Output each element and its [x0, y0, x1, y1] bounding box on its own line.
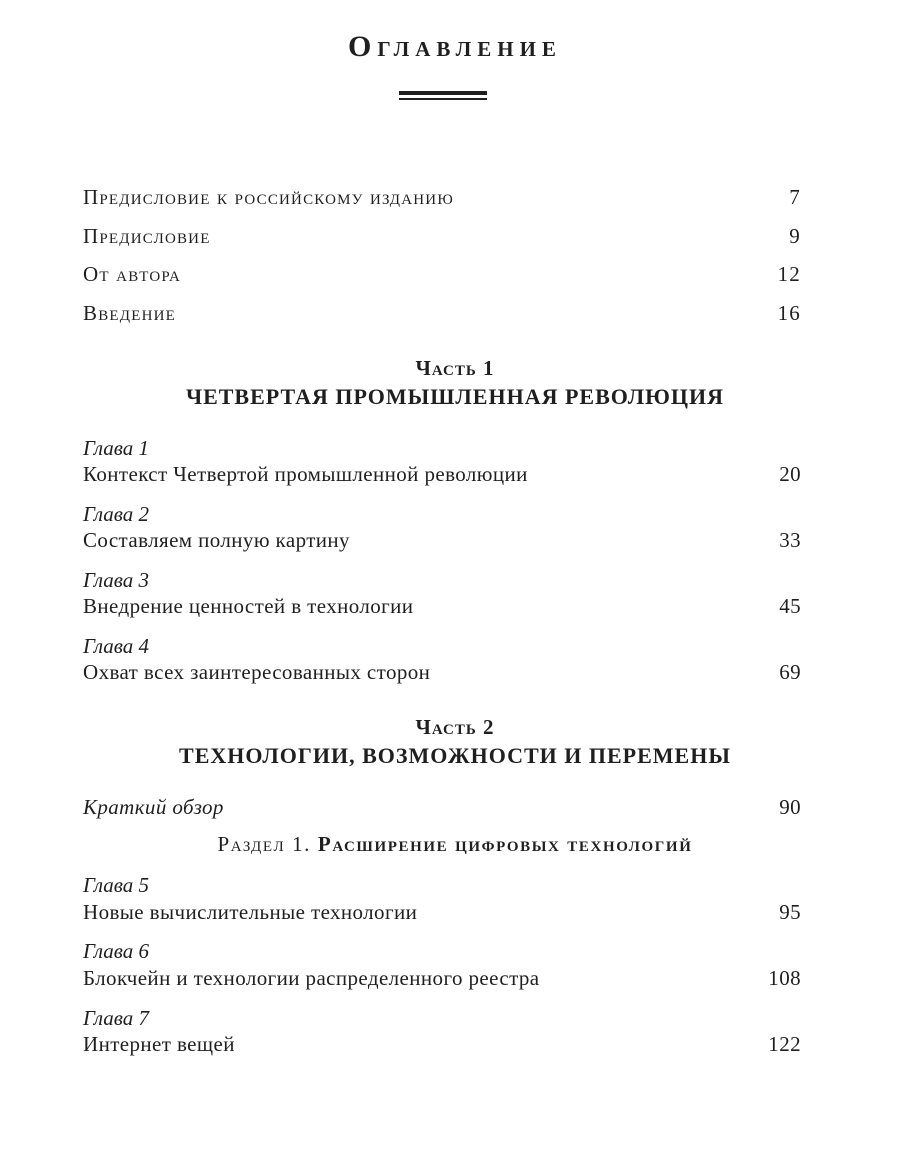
toc-entry-preface-russian[interactable] — [83, 183, 801, 211]
toc-entry-chapter-6[interactable] — [83, 964, 801, 992]
toc-entry-page: 122 — [768, 1032, 801, 1056]
section-title: Расширение цифровых технологий — [317, 832, 693, 856]
toc-entry-title: Контекст Четвертой промышленной революции — [83, 462, 528, 486]
part-2-title: ТЕХНОЛОГИИ, ВОЗМОЖНОСТИ И ПЕРЕМЕНЫ — [179, 743, 731, 768]
toc-entry-title: Охват всех заинтересованных сторон — [83, 660, 431, 684]
part-1-title: ЧЕТВЕРТАЯ ПРОМЫШЛЕННАЯ РЕВОЛЮЦИЯ — [185, 384, 725, 409]
toc-entry-introduction[interactable] — [83, 299, 801, 327]
toc-entry-chapter-5[interactable] — [83, 898, 801, 926]
toc-entry-title: От автора — [83, 262, 182, 286]
toc-entry-chapter-2[interactable] — [83, 526, 801, 554]
toc-entry-chapter-4[interactable] — [83, 658, 801, 686]
chapter-2-label: Глава 2 — [83, 502, 149, 526]
chapter-7-label: Глава 7 — [83, 1006, 149, 1030]
section-prefix: Раздел 1. — [217, 832, 312, 856]
toc-entry-title: Новые вычислительные технологии — [83, 900, 418, 924]
page-title: Оглавление — [348, 30, 562, 63]
chapter-4-label: Глава 4 — [83, 634, 149, 658]
toc-entry-from-author[interactable] — [83, 260, 801, 288]
toc-entry-title: Интернет вещей — [83, 1032, 235, 1056]
title-rule-thick — [399, 91, 487, 95]
toc-entry-title: Введение — [83, 301, 176, 325]
toc-entry-title: Предисловие к российскому изданию — [83, 185, 454, 209]
toc-entry-title: Краткий обзор — [83, 795, 224, 819]
toc-entry-page: 69 — [779, 660, 801, 684]
toc-entry-page: 7 — [789, 185, 801, 209]
toc-entry-chapter-7[interactable] — [83, 1030, 801, 1058]
toc-entry-page: 108 — [768, 966, 801, 990]
toc-entry-page: 12 — [777, 262, 801, 286]
section-1-heading — [0, 832, 910, 857]
chapter-6-label: Глава 6 — [83, 939, 149, 963]
toc-entry-chapter-1[interactable] — [83, 460, 801, 488]
part-1-label: Часть 1 — [415, 356, 495, 380]
toc-entry-page: 45 — [779, 594, 801, 618]
toc-entry-page: 9 — [789, 224, 801, 248]
toc-entry-overview[interactable] — [83, 793, 801, 821]
toc-entry-preface[interactable] — [83, 222, 801, 250]
toc-entry-title: Предисловие — [83, 224, 211, 248]
toc-entry-title: Составляем полную картину — [83, 528, 350, 552]
chapter-5-label: Глава 5 — [83, 873, 149, 897]
toc-entry-title: Блокчейн и технологии распределенного реестра — [83, 966, 540, 990]
toc-entry-page: 33 — [779, 528, 801, 552]
title-rule-thin — [399, 98, 487, 100]
chapter-3-label: Глава 3 — [83, 568, 149, 592]
toc-entry-title: Внедрение ценностей в технологии — [83, 594, 414, 618]
toc-entry-page: 90 — [779, 795, 801, 819]
toc-entry-page: 20 — [779, 462, 801, 486]
part-2-label: Часть 2 — [415, 715, 495, 739]
chapter-1-label: Глава 1 — [83, 436, 149, 460]
toc-entry-chapter-3[interactable] — [83, 592, 801, 620]
toc-entry-page: 16 — [777, 301, 801, 325]
toc-entry-page: 95 — [779, 900, 801, 924]
